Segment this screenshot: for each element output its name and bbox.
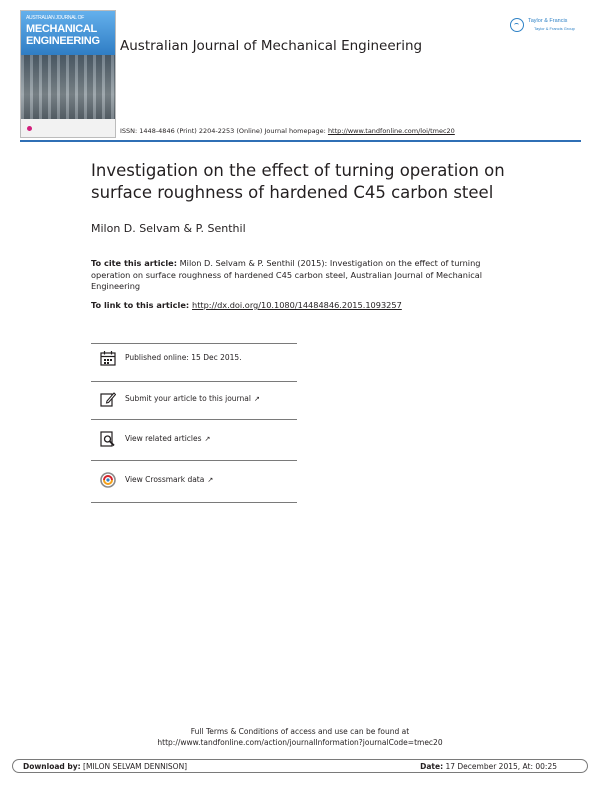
item-divider <box>91 419 297 420</box>
issn-text: ISSN: 1448-4846 (Print) 2204-2253 (Online) Journal homepage: <box>120 127 328 135</box>
publisher-logo <box>510 16 580 36</box>
external-link-icon: ↗ <box>204 435 211 443</box>
external-link-icon: ↗ <box>253 395 260 403</box>
item-divider <box>91 381 297 382</box>
publisher-logo-icon <box>510 18 524 32</box>
article-authors: Milon D. Selvam & P. Senthil <box>91 222 246 235</box>
publisher-tagline: Taylor & Francis Group <box>534 26 575 31</box>
publisher-name: Taylor & Francis <box>528 18 568 24</box>
doi-line <box>91 300 402 310</box>
terms-footer <box>0 726 600 748</box>
article-title: Investigation on the effect of turning operation on surface roughness of hardened C45 carbon steel <box>91 161 505 202</box>
published-date-label: Published online: 15 Dec 2015. <box>125 353 242 362</box>
external-link-icon: ↗ <box>207 476 214 484</box>
cover-line-2: MECHANICAL <box>26 23 97 35</box>
crossmark-icon <box>100 472 116 488</box>
terms-link[interactable]: http://www.tandfonline.com/action/journalInformation?journalCode=tmec20 <box>157 738 443 747</box>
item-divider <box>91 460 297 461</box>
journal-title: Australian Journal of Mechanical Engineering <box>120 38 423 54</box>
item-divider <box>91 502 297 503</box>
doi-link[interactable]: http://dx.doi.org/10.1080/14484846.2015.1093257 <box>192 300 402 310</box>
downloaded-by-value: [MILON SELVAM DENNISON] <box>80 762 188 771</box>
cover-line-1: AUSTRALIAN JOURNAL OF <box>26 15 84 21</box>
download-info-bar <box>12 759 588 773</box>
cover-line-3: ENGINEERING <box>26 35 100 47</box>
journal-cover-image <box>20 10 116 138</box>
item-divider <box>91 343 297 344</box>
citation-label: To cite this article: <box>91 258 177 268</box>
doi-label: To link to this article: <box>91 300 192 310</box>
search-document-icon <box>100 431 116 447</box>
terms-line-1: Full Terms & Conditions of access and use can be found at <box>190 727 410 736</box>
related-articles-label: View related articles <box>125 434 202 443</box>
journal-homepage-link[interactable]: http://www.tandfonline.com/loi/tmec20 <box>327 127 455 135</box>
crossmark-label: View Crossmark data <box>125 475 205 484</box>
issn-line <box>120 127 455 135</box>
submit-article-label: Submit your article to this journal <box>125 394 251 403</box>
header-divider <box>20 140 581 142</box>
edit-icon <box>100 391 116 407</box>
calendar-icon <box>100 350 116 366</box>
date-value: 17 December 2015, At: 00:25 <box>443 762 557 771</box>
citation-block <box>91 258 491 293</box>
date-label: Date: <box>420 762 444 771</box>
citation-text: Milon D. Selvam & P. Senthil (2015): Investigation on the effect of turning operation on surface roughness of hardened C45 carbon steel, Australian Journal of Mechanical Engineering <box>91 258 483 291</box>
downloaded-by-label: Download by: <box>23 762 81 771</box>
